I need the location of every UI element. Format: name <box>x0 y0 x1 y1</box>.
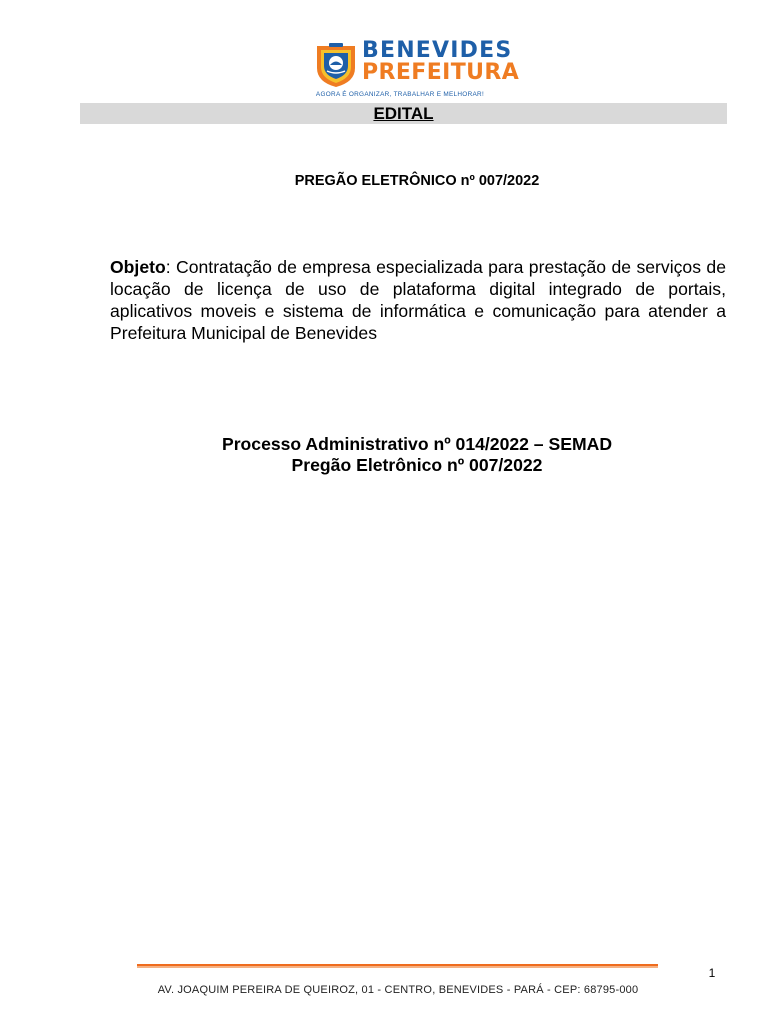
pregao-number: Pregão Eletrônico nº 007/2022 <box>291 455 543 475</box>
process-number: Processo Administrativo nº 014/2022 – SEMAD <box>221 434 613 454</box>
object-text: : Contratação de empresa especializada para prestação de serviços de locação de licença de uso de plataforma digital integrado de portais, aplicativos moveis e sistema de informática e comunicação para atender a Prefeitura Municipal de Benevides <box>110 257 726 343</box>
logo-tagline: AGORA É ORGANIZAR, TRABALHAR E MELHORAR! <box>315 91 485 98</box>
footer-address: AV. JOAQUIM PEREIRA DE QUEIROZ, 01 - CENTRO, BENEVIDES - PARÁ - CEP: 68795-000 <box>157 984 639 996</box>
page-number: 1 <box>708 966 716 980</box>
prefeitura-logo <box>312 38 520 100</box>
object-paragraph <box>110 256 726 344</box>
logo-name-line-2: PREFEITURA <box>362 60 520 85</box>
city-crest-icon <box>314 42 358 88</box>
logo-name-line-1: BENEVIDES <box>362 38 513 63</box>
title-band <box>80 103 727 124</box>
footer-rule <box>137 964 658 968</box>
document-subtitle: PREGÃO ELETRÔNICO nº 007/2022 <box>294 173 540 189</box>
document-title: EDITAL <box>373 104 434 123</box>
process-block <box>110 434 724 476</box>
object-label: Objeto <box>110 257 166 277</box>
